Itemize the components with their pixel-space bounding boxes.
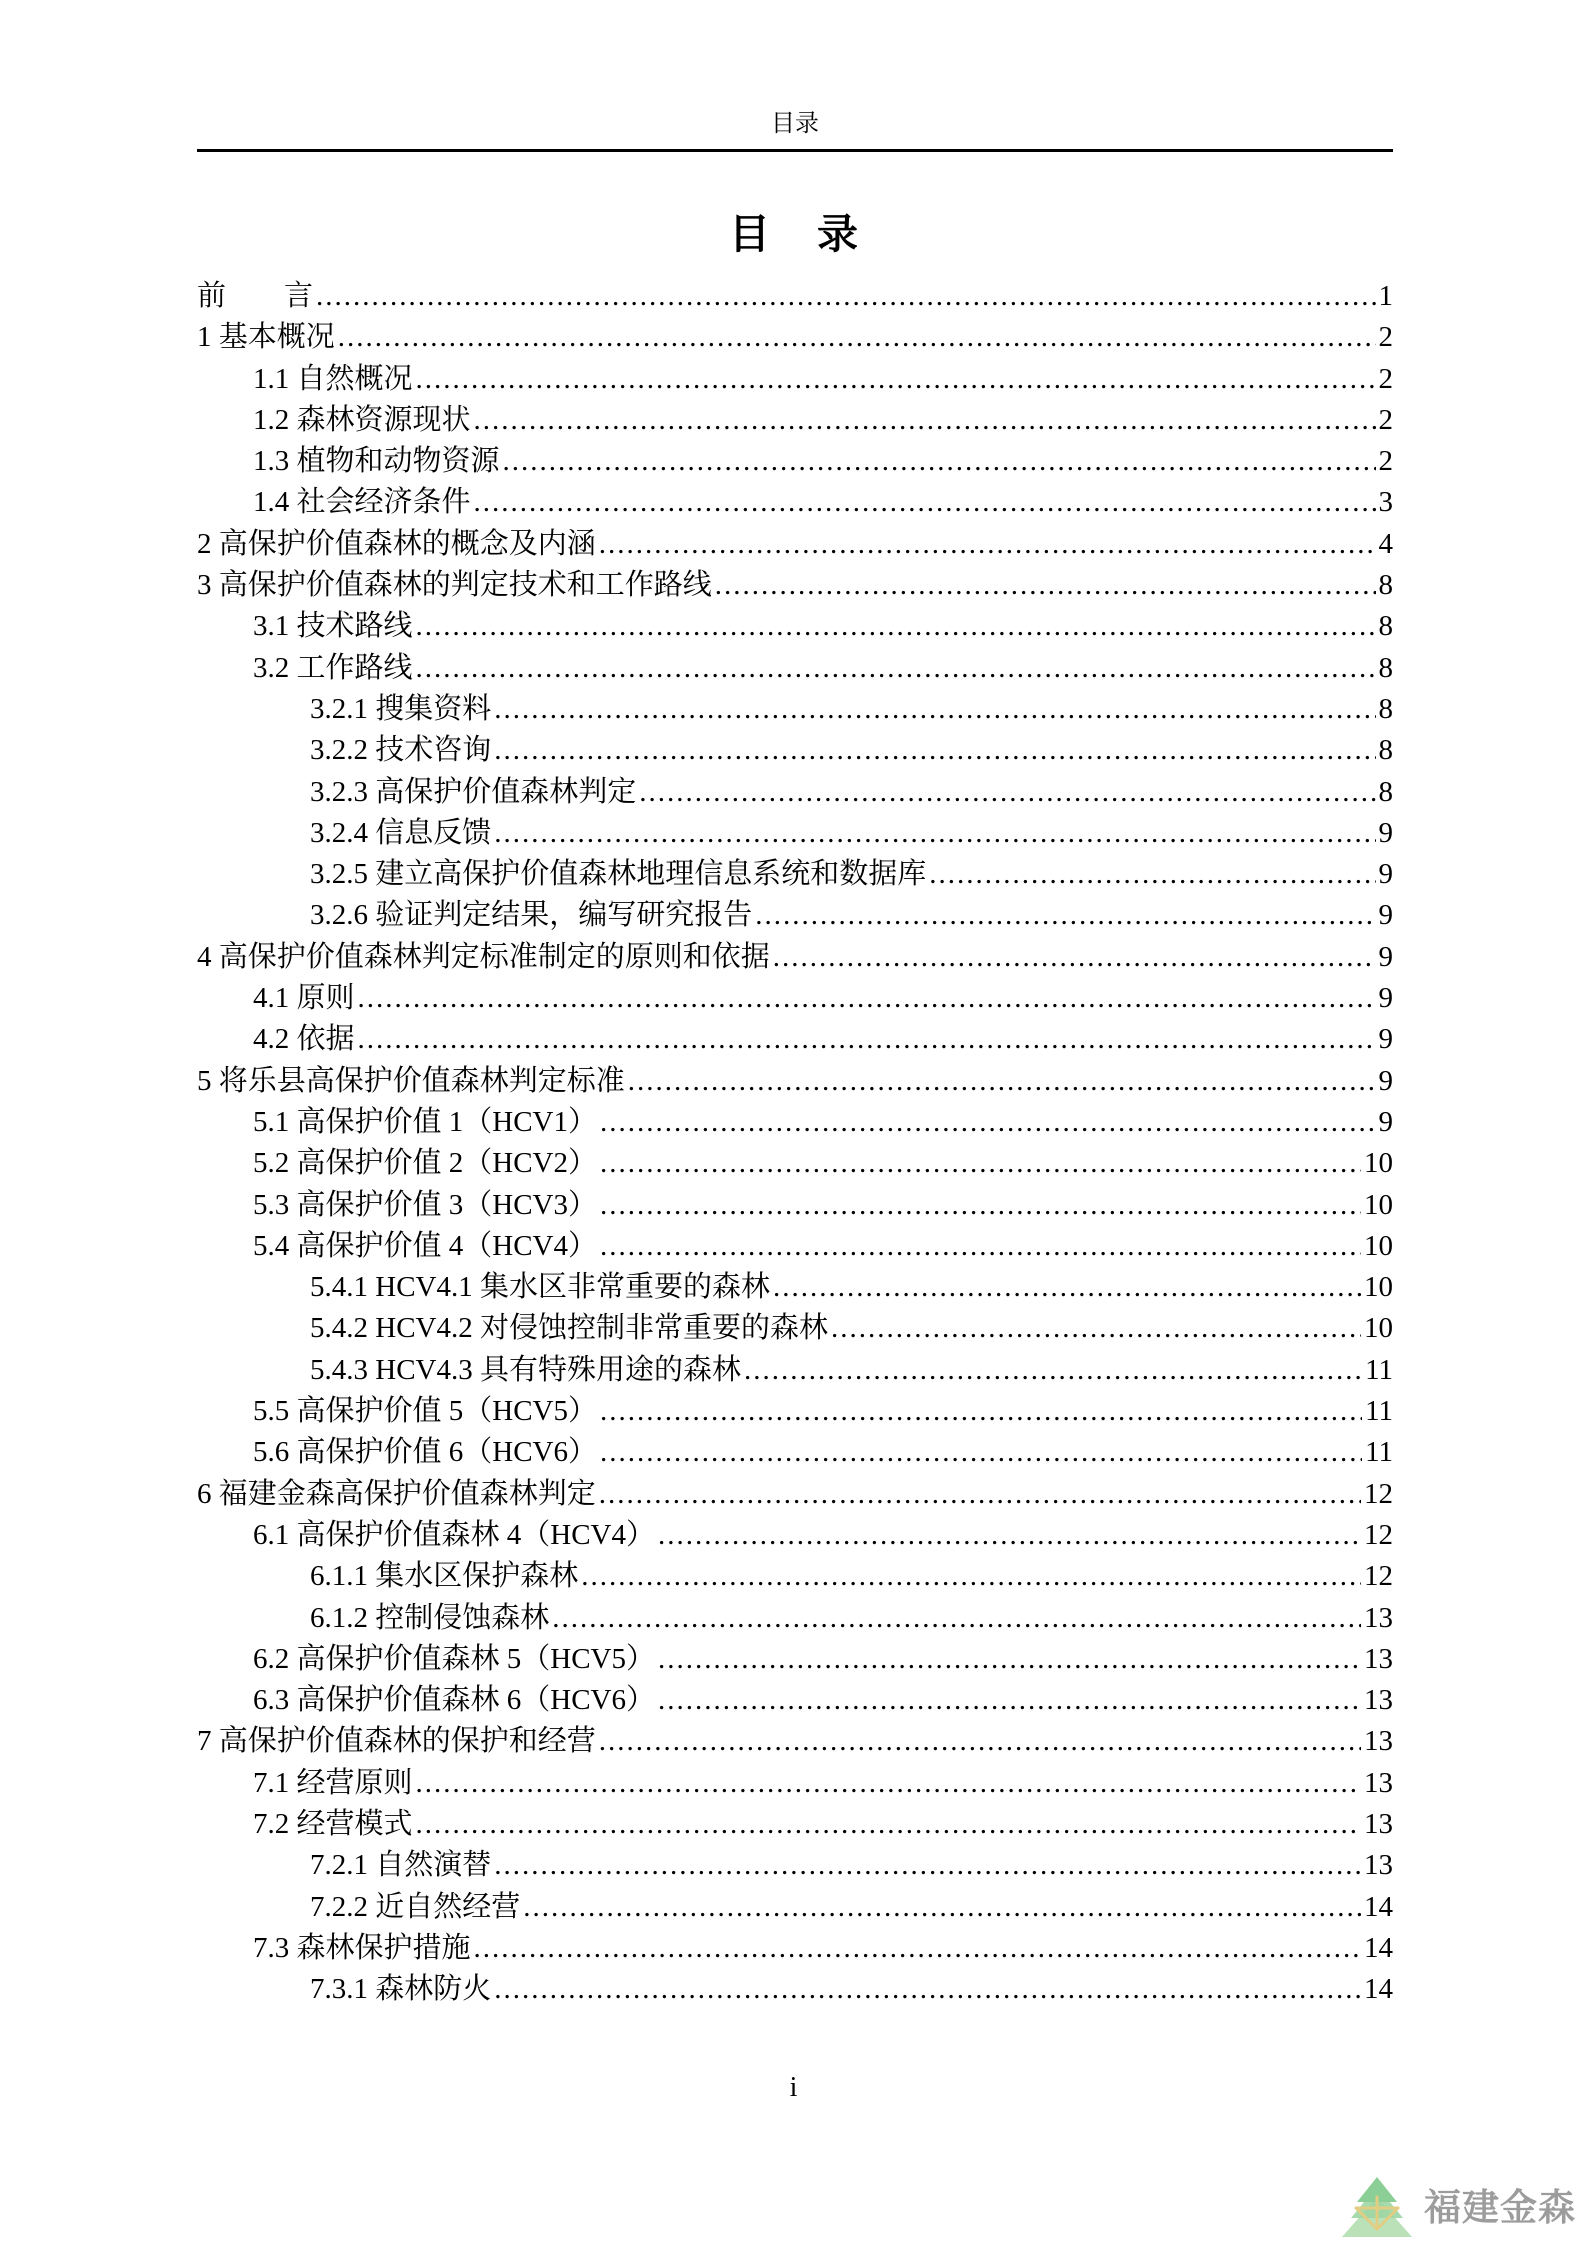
- toc-entry-page: 9: [1378, 982, 1393, 1015]
- dot-leader: [773, 1267, 1361, 1308]
- toc-entry: [197, 1639, 1393, 1680]
- running-header: [197, 110, 1393, 152]
- toc-entry: [197, 978, 1393, 1019]
- dot-leader: [358, 1019, 1376, 1060]
- dot-leader: [358, 978, 1376, 1019]
- toc-entry-page: 10: [1364, 1229, 1393, 1262]
- toc-entry-title: 前 言: [197, 280, 314, 312]
- toc-entry-title: 7.2.2 近自然经营: [310, 1890, 521, 1923]
- toc-entry-title: 1.3 植物和动物资源: [253, 445, 500, 478]
- toc-entry-title: 6 福建金森高保护价值森林判定: [197, 1477, 596, 1510]
- toc-entry-title: 5.1 高保护价值 1（HCV1）: [253, 1105, 597, 1138]
- dot-leader: [494, 1969, 1361, 2010]
- toc-entry: [197, 937, 1393, 978]
- toc-entry: [197, 1598, 1393, 1639]
- dot-leader: [416, 359, 1376, 400]
- toc-entry-title: 3.2.5 建立高保护价值森林地理信息系统和数据库: [310, 858, 927, 891]
- toc-entry: [197, 400, 1393, 441]
- toc-entry-title: 6.1 高保护价值森林 4（HCV4）: [253, 1518, 655, 1551]
- toc-entry-page: 12: [1364, 1477, 1393, 1510]
- toc-entry: [197, 1928, 1393, 1969]
- dot-leader: [600, 1102, 1376, 1143]
- toc-entry-page: 4: [1378, 527, 1393, 560]
- toc-entry: [197, 1763, 1393, 1804]
- toc-entry: [197, 772, 1393, 813]
- toc-entry: [197, 1143, 1393, 1184]
- toc-entry: [197, 1887, 1393, 1928]
- footer-page-number: i: [789, 2072, 798, 2103]
- toc-entry-title: 3.2.4 信息反馈: [310, 816, 492, 849]
- dot-leader: [658, 1639, 1361, 1680]
- toc-entry: [197, 1845, 1393, 1886]
- dot-leader: [416, 1804, 1361, 1845]
- toc-entry-page: 13: [1364, 1684, 1393, 1717]
- toc-entry-page: 2: [1378, 321, 1393, 354]
- dot-leader: [338, 317, 1376, 358]
- toc-entry-title: 3.2.6 验证判定结果，编写研究报告: [310, 899, 753, 932]
- toc-entry-title: 6.1.1 集水区保护森林: [310, 1560, 579, 1593]
- toc-entry-page: 8: [1378, 775, 1393, 808]
- company-logo: [1342, 2176, 1576, 2238]
- toc-entry-title: 6.1.2 控制侵蚀森林: [310, 1601, 550, 1634]
- toc-entry: [197, 1556, 1393, 1597]
- toc-entry: [197, 1102, 1393, 1143]
- toc-entry-title: 4.1 原则: [253, 982, 355, 1015]
- toc-entry-page: 1: [1378, 280, 1393, 312]
- toc-entry-page: 9: [1378, 940, 1393, 973]
- toc-entry-title: 6.2 高保护价值森林 5（HCV5）: [253, 1642, 655, 1675]
- dot-leader: [416, 648, 1376, 689]
- toc-entry-title: 7.2.1 自然演替: [310, 1849, 492, 1882]
- toc-entry: [197, 1680, 1393, 1721]
- toc-entry-page: 14: [1364, 1973, 1393, 2006]
- toc-entry-page: 12: [1364, 1518, 1393, 1551]
- toc-entry: [197, 1350, 1393, 1391]
- toc-entry-page: 8: [1378, 651, 1393, 684]
- toc-entry: [197, 359, 1393, 400]
- toc-entry-title: 3.2.2 技术咨询: [310, 734, 492, 767]
- dot-leader: [552, 1598, 1361, 1639]
- toc-entry-title: 5.6 高保护价值 6（HCV6）: [253, 1436, 597, 1469]
- toc-entry-page: 13: [1364, 1642, 1393, 1675]
- toc-entry-title: 3.2.1 搜集资料: [310, 692, 492, 725]
- toc-entry-page: 2: [1378, 403, 1393, 436]
- toc-entry: [197, 276, 1393, 317]
- dot-leader: [316, 276, 1375, 317]
- running-header-title: 目录: [771, 111, 819, 137]
- toc-entry-title: 5.4.1 HCV4.1 集水区非常重要的森林: [310, 1271, 770, 1304]
- toc-entry-page: 9: [1378, 1064, 1393, 1097]
- toc-entry: [197, 813, 1393, 854]
- toc-entry-page: 10: [1364, 1147, 1393, 1180]
- toc-entry-page: 11: [1365, 1436, 1393, 1469]
- toc-entry-title: 1 基本概况: [197, 321, 335, 354]
- toc-entry-title: 5 将乐县高保护价值森林判定标准: [197, 1064, 625, 1097]
- dot-leader: [416, 1763, 1361, 1804]
- dot-leader: [474, 482, 1376, 523]
- toc-entry-page: 9: [1378, 899, 1393, 932]
- dot-leader: [599, 1474, 1361, 1515]
- toc-entry-page: 2: [1378, 445, 1393, 478]
- toc-entry-page: 8: [1378, 692, 1393, 725]
- dot-leader: [416, 606, 1376, 647]
- toc-entry-page: 11: [1365, 1353, 1393, 1386]
- toc-entry: [197, 1185, 1393, 1226]
- toc-entry: [197, 1804, 1393, 1845]
- toc-entry: [197, 565, 1393, 606]
- dot-leader: [523, 1887, 1361, 1928]
- dot-leader: [503, 441, 1376, 482]
- dot-leader: [600, 1432, 1362, 1473]
- dot-leader: [599, 1721, 1361, 1762]
- pine-tree-icon: [1342, 2177, 1412, 2237]
- toc-list: [197, 276, 1393, 2010]
- dot-leader: [494, 813, 1375, 854]
- toc-entry-title: 7.2 经营模式: [253, 1807, 413, 1840]
- toc-entry-page: 11: [1365, 1395, 1393, 1428]
- company-logo-text: 福建金森: [1424, 2186, 1576, 2228]
- dot-leader: [715, 565, 1376, 606]
- toc-entry-title: 7.3.1 森林防火: [310, 1973, 492, 2006]
- toc-entry: [197, 730, 1393, 771]
- dot-leader: [600, 1143, 1361, 1184]
- toc-entry-title: 6.3 高保护价值森林 6（HCV6）: [253, 1684, 655, 1717]
- dot-leader: [744, 1350, 1362, 1391]
- toc-entry: [197, 441, 1393, 482]
- toc-entry: [197, 482, 1393, 523]
- toc-entry: [197, 1432, 1393, 1473]
- toc-entry-title: 5.4.3 HCV4.3 具有特殊用途的森林: [310, 1353, 741, 1386]
- toc-entry-page: 10: [1364, 1271, 1393, 1304]
- toc-entry-title: 2 高保护价值森林的概念及内涵: [197, 527, 596, 560]
- toc-entry-title: 1.4 社会经济条件: [253, 486, 471, 519]
- toc-entry-title: 7.1 经营原则: [253, 1766, 413, 1799]
- toc-entry: [197, 1019, 1393, 1060]
- dot-leader: [474, 400, 1376, 441]
- toc-entry: [197, 1061, 1393, 1102]
- toc-entry-title: 4.2 依据: [253, 1023, 355, 1056]
- dot-leader: [494, 730, 1375, 771]
- toc-entry-page: 14: [1364, 1890, 1393, 1923]
- toc-entry-page: 13: [1364, 1849, 1393, 1882]
- dot-leader: [628, 1061, 1376, 1102]
- toc-entry-page: 14: [1364, 1931, 1393, 1964]
- dot-leader: [474, 1928, 1361, 1969]
- dot-leader: [658, 1515, 1361, 1556]
- toc-entry-title: 1.1 自然概况: [253, 362, 413, 395]
- toc-entry-page: 13: [1364, 1725, 1393, 1758]
- toc-entry-page: 3: [1378, 486, 1393, 519]
- toc-entry-page: 9: [1378, 1023, 1393, 1056]
- toc-entry-page: 12: [1364, 1560, 1393, 1593]
- dot-leader: [831, 1308, 1361, 1349]
- dot-leader: [755, 895, 1375, 936]
- toc-entry: [197, 1721, 1393, 1762]
- toc-entry: [197, 648, 1393, 689]
- toc-entry-page: 9: [1378, 1105, 1393, 1138]
- toc-entry-title: 3.2.3 高保护价值森林判定: [310, 775, 637, 808]
- toc-entry-title: 3.1 技术路线: [253, 610, 413, 643]
- dot-leader: [600, 1185, 1361, 1226]
- toc-entry-title: 5.3 高保护价值 3（HCV3）: [253, 1188, 597, 1221]
- toc-entry-title: 5.4 高保护价值 4（HCV4）: [253, 1229, 597, 1262]
- toc-entry-title: 3.2 工作路线: [253, 651, 413, 684]
- dot-leader: [581, 1556, 1361, 1597]
- toc-entry-title: 3 高保护价值森林的判定技术和工作路线: [197, 569, 712, 602]
- toc-entry: [197, 606, 1393, 647]
- toc-entry: [197, 1391, 1393, 1432]
- dot-leader: [494, 689, 1375, 730]
- toc-entry: [197, 1474, 1393, 1515]
- toc-entry-page: 13: [1364, 1601, 1393, 1634]
- toc-entry: [197, 317, 1393, 358]
- toc-entry: [197, 1267, 1393, 1308]
- toc-entry-title: 5.2 高保护价值 2（HCV2）: [253, 1147, 597, 1180]
- page-title: 目 录: [729, 211, 861, 257]
- toc-entry-page: 13: [1364, 1766, 1393, 1799]
- toc-entry-page: 8: [1378, 734, 1393, 767]
- toc-entry-title: 5.5 高保护价值 5（HCV5）: [253, 1395, 597, 1428]
- toc-entry: [197, 1226, 1393, 1267]
- toc-entry: [197, 1515, 1393, 1556]
- toc-entry-page: 9: [1378, 816, 1393, 849]
- toc-entry: [197, 689, 1393, 730]
- toc-entry-title: 5.4.2 HCV4.2 对侵蚀控制非常重要的森林: [310, 1312, 828, 1345]
- dot-leader: [929, 854, 1375, 895]
- toc-entry: [197, 524, 1393, 565]
- toc-entry-title: 4 高保护价值森林判定标准制定的原则和依据: [197, 940, 770, 973]
- toc-entry: [197, 854, 1393, 895]
- toc-entry: [197, 1308, 1393, 1349]
- toc-entry: [197, 895, 1393, 936]
- toc-entry-page: 2: [1378, 362, 1393, 395]
- dot-leader: [600, 1391, 1362, 1432]
- toc-entry-title: 7 高保护价值森林的保护和经营: [197, 1725, 596, 1758]
- toc-entry-page: 8: [1378, 569, 1393, 602]
- dot-leader: [494, 1845, 1361, 1886]
- toc-entry-page: 10: [1364, 1312, 1393, 1345]
- toc-entry-title: 7.3 森林保护措施: [253, 1931, 471, 1964]
- toc-entry-page: 13: [1364, 1807, 1393, 1840]
- toc-entry-title: 1.2 森林资源现状: [253, 403, 471, 436]
- dot-leader: [658, 1680, 1361, 1721]
- dot-leader: [773, 937, 1376, 978]
- toc-entry-page: 10: [1364, 1188, 1393, 1221]
- toc-entry-page: 9: [1378, 858, 1393, 891]
- dot-leader: [599, 524, 1376, 565]
- toc-entry-page: 8: [1378, 610, 1393, 643]
- toc-entry: [197, 1969, 1393, 2010]
- dot-leader: [639, 772, 1375, 813]
- dot-leader: [600, 1226, 1361, 1267]
